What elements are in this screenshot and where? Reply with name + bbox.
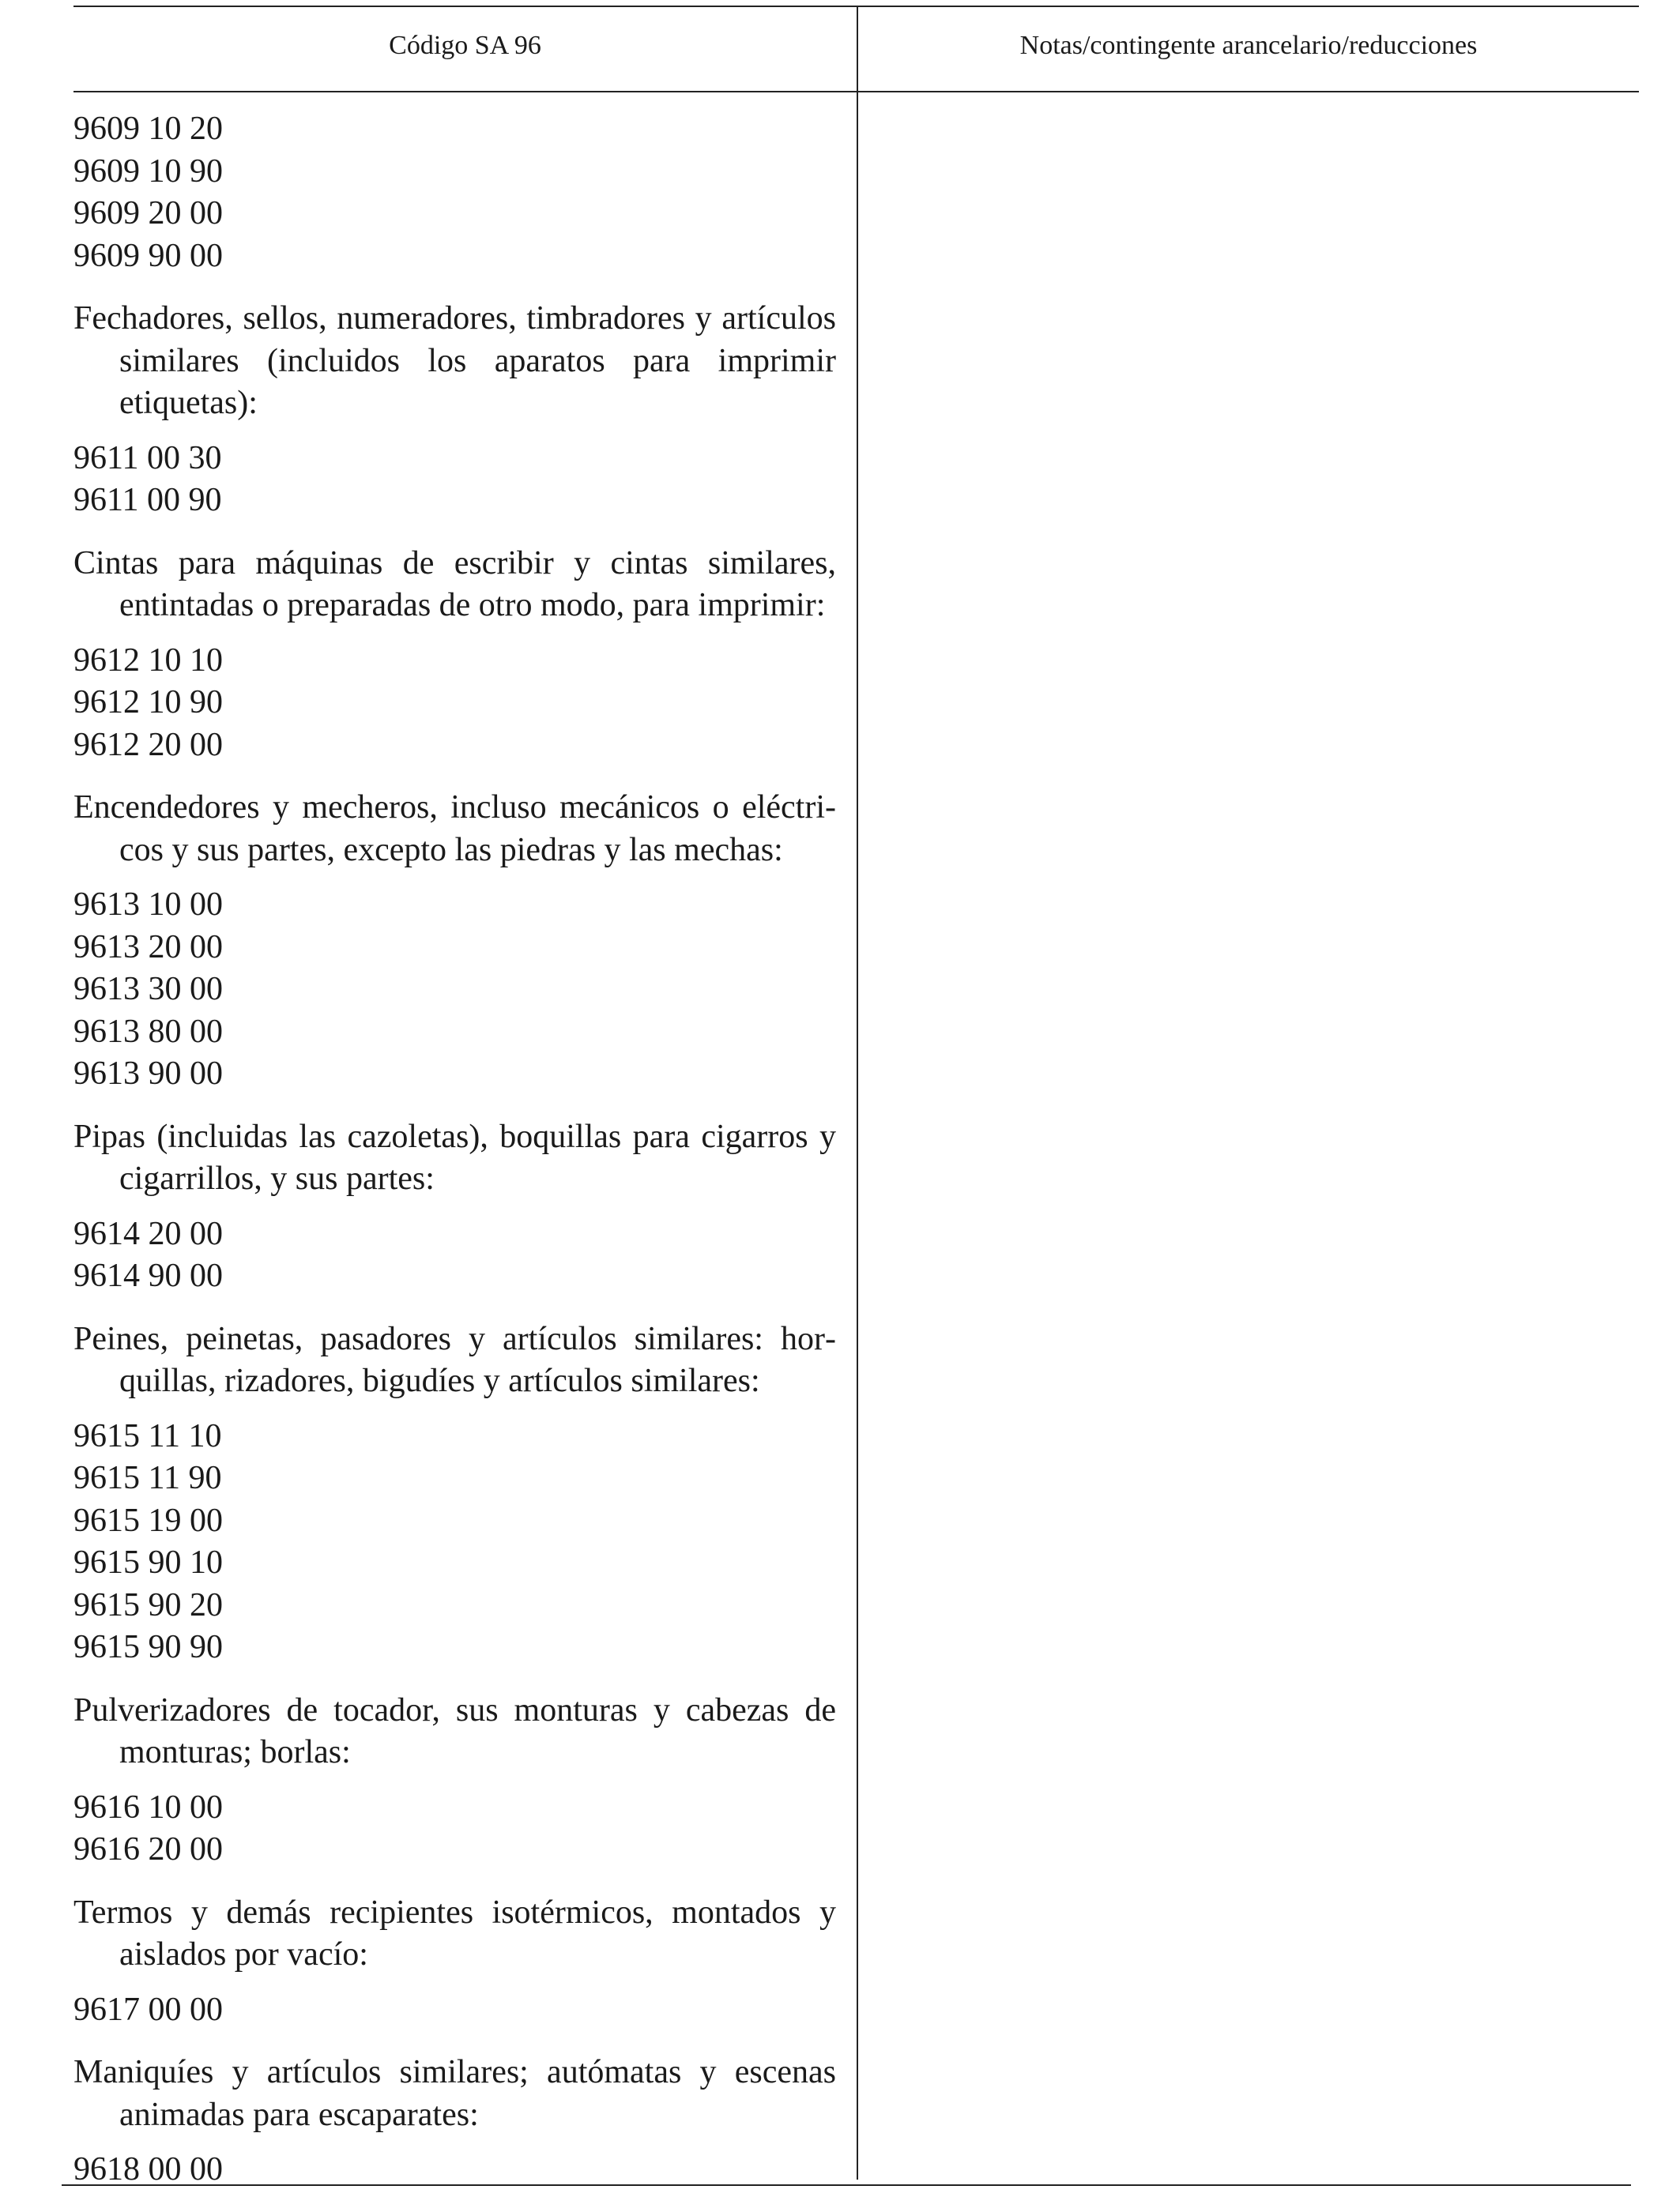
column-divider — [857, 6, 858, 2180]
hs-code: 9616 10 00 — [73, 1789, 223, 1826]
tariff-description: Pipas (incluidas las cazoletas), boquillas para cigarros y cigarrillos, y sus partes: — [73, 1118, 836, 1197]
tariff-description: Pulverizadores de tocador, sus monturas y cabezas de monturas; borlas: — [73, 1691, 836, 1770]
hs-code: 9613 80 00 — [73, 1013, 223, 1050]
hs-code: 9612 10 10 — [73, 641, 223, 679]
table-bottom-rule — [62, 2184, 1631, 2186]
hs-code: 9616 20 00 — [73, 1831, 223, 1868]
hs-code: 9613 20 00 — [73, 928, 223, 965]
tariff-group — [73, 1319, 836, 1669]
hs-code: 9615 11 10 — [73, 1417, 222, 1454]
hs-code: 9609 10 20 — [73, 111, 223, 147]
header-notas: Notas/contingente arancelario/reducciones — [1019, 31, 1478, 60]
hs-code: 9617 00 00 — [73, 1991, 223, 2028]
hs-code: 9611 00 90 — [73, 482, 222, 518]
hs-code: 9613 90 00 — [73, 1055, 223, 1092]
tariff-group — [73, 108, 836, 277]
tariff-group — [73, 298, 836, 522]
tariff-group — [73, 1690, 836, 1872]
hs-code: 9613 30 00 — [73, 971, 223, 1007]
hs-code: 9609 20 00 — [73, 195, 223, 231]
hs-code: 9615 90 20 — [73, 1586, 223, 1623]
header-codigo-sa-96: Código SA 96 — [389, 31, 541, 60]
hs-code: 9612 10 90 — [73, 684, 223, 720]
hs-code: 9613 10 00 — [73, 886, 223, 923]
hs-code: 9614 20 00 — [73, 1215, 223, 1252]
tariff-description: Encendedores y mecheros, incluso mecánicos o eléctricos y sus partes, excepto las piedras y las mechas: — [73, 789, 836, 868]
tariff-group — [73, 2052, 836, 2191]
tariff-description: Maniquíes y artículos similares; autómatas y escenas animadas para escaparates: — [73, 2054, 836, 2133]
tariff-description: Fechadores, sellos, numeradores, timbradores y artículos similares (incluidos los aparatos para imprimir etiquetas): — [73, 300, 836, 421]
tariff-group — [73, 543, 836, 767]
hs-code: 9618 00 00 — [73, 2151, 223, 2188]
code-column — [73, 108, 836, 2212]
tariff-description: Termos y demás recipientes isotérmicos, montados y aislados por vacío: — [73, 1894, 836, 1973]
hs-code: 9611 00 30 — [73, 439, 222, 476]
tariff-description: Cintas para máquinas de escribir y cintas similares, entintadas o preparadas de otro modo, para imprimir: — [73, 544, 836, 623]
hs-code: 9615 19 00 — [73, 1502, 223, 1539]
tariff-group — [73, 1892, 836, 2032]
hs-code: 9615 90 90 — [73, 1629, 223, 1665]
hs-code: 9615 11 90 — [73, 1460, 222, 1496]
hs-code: 9612 20 00 — [73, 726, 223, 763]
tariff-group — [73, 787, 836, 1096]
hs-code: 9609 90 00 — [73, 237, 223, 274]
tariff-group — [73, 1116, 836, 1298]
hs-code: 9609 10 90 — [73, 152, 223, 190]
hs-code: 9614 90 00 — [73, 1258, 223, 1294]
tariff-description: Peines, peinetas, pasadores y artículos similares: horquillas, rizadores, bigudíes y artículos similares: — [73, 1320, 836, 1399]
hs-code: 9615 90 10 — [73, 1544, 223, 1581]
